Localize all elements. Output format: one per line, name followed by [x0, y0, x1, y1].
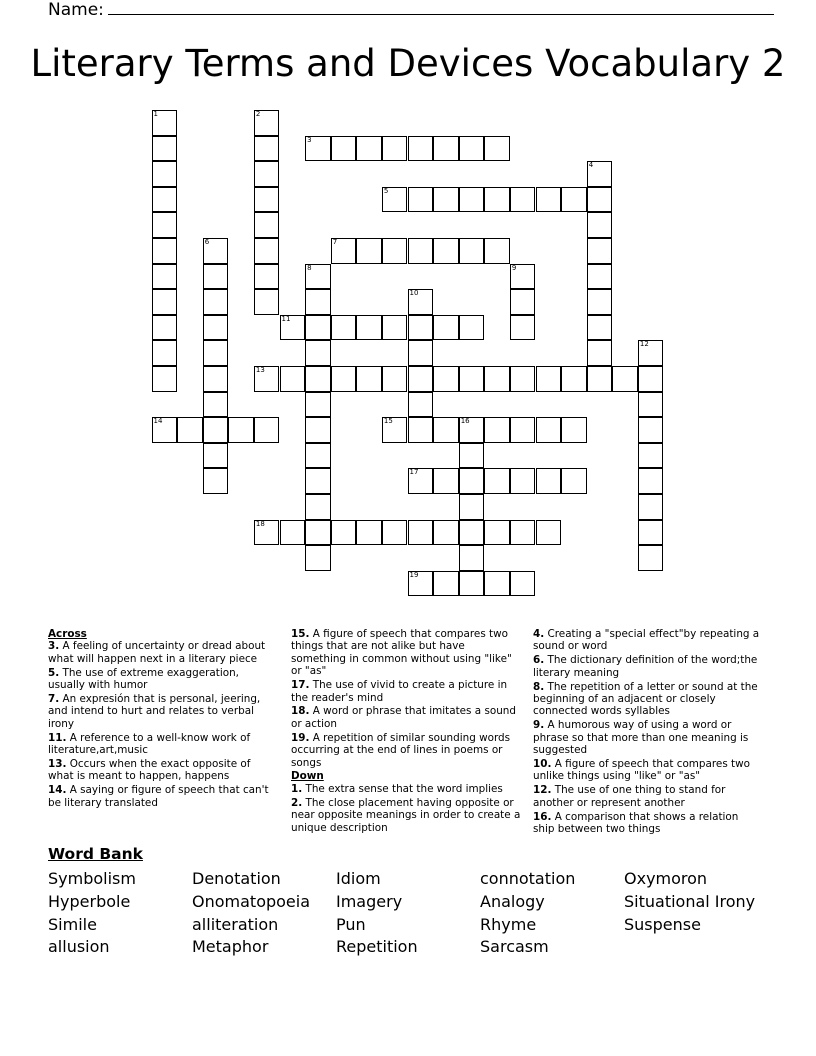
clue-across-14: 14. A saying or figure of speech that can't be literary translated — [48, 784, 269, 809]
grid-cell[interactable] — [203, 289, 229, 315]
grid-cell[interactable] — [638, 520, 664, 546]
grid-cell[interactable] — [561, 468, 587, 494]
grid-cell[interactable] — [484, 136, 510, 162]
clue-number: 9 — [511, 263, 517, 272]
grid-cell[interactable] — [203, 417, 229, 443]
grid-cell[interactable] — [408, 136, 434, 162]
grid-cell[interactable] — [536, 366, 562, 392]
grid-cell[interactable] — [152, 289, 178, 315]
word-bank-item: Denotation — [192, 869, 281, 888]
clue-number: 2 — [255, 110, 261, 118]
clue-number: 17 — [409, 468, 419, 477]
grid-cell[interactable] — [587, 289, 613, 315]
grid-cell[interactable] — [459, 443, 485, 469]
grid-cell[interactable] — [305, 366, 331, 392]
grid-cell[interactable] — [408, 366, 434, 392]
clue-number: 13 — [255, 366, 265, 374]
name-label: Name: — [48, 0, 104, 20]
clue-number: 1 — [153, 110, 158, 118]
word-bank-title: Word Bank — [48, 845, 143, 863]
grid-cell[interactable] — [152, 212, 178, 238]
grid-cell[interactable] — [433, 417, 459, 443]
grid-cell[interactable] — [305, 417, 331, 443]
down-heading: Down — [291, 770, 324, 783]
grid-cell[interactable] — [510, 264, 536, 290]
word-bank-column-3 — [336, 868, 418, 959]
across-heading: Across — [48, 628, 87, 640]
word-bank-item: Repetition — [336, 937, 418, 957]
grid-cell[interactable] — [331, 366, 357, 392]
grid-cell[interactable] — [459, 366, 485, 392]
word-bank-item: alliteration — [192, 914, 279, 934]
grid-cell[interactable] — [638, 494, 664, 520]
clue-column-1 — [48, 628, 276, 811]
grid-cell[interactable] — [382, 417, 408, 443]
clue-down-10: 10. A figure of speech that compares two unlike things using "like" or "as" — [533, 758, 750, 783]
grid-cell[interactable] — [152, 238, 178, 264]
grid-cell[interactable] — [382, 366, 408, 392]
word-bank-item: Metaphor — [192, 937, 269, 957]
grid-cell[interactable] — [382, 136, 408, 162]
grid-cell[interactable] — [356, 366, 382, 392]
grid-cell[interactable] — [459, 315, 485, 341]
grid-cell[interactable] — [203, 264, 229, 290]
clue-down-6: 6. The dictionary definition of the word;the literary meaning — [533, 654, 758, 679]
grid-cell[interactable] — [408, 340, 434, 366]
grid-cell[interactable] — [203, 468, 229, 494]
grid-cell[interactable] — [382, 315, 408, 341]
word-bank-item: Simile — [48, 914, 97, 934]
clue-down-2: 2. The close placement having opposite or near opposite meanings in order to create a unique description — [291, 796, 521, 834]
grid-cell[interactable] — [433, 366, 459, 392]
clue-number: 14 — [153, 417, 163, 426]
word-bank-column-2 — [192, 868, 310, 959]
grid-cell[interactable] — [433, 520, 459, 546]
word-bank-item: allusion — [48, 937, 110, 957]
grid-cell[interactable] — [203, 392, 229, 418]
grid-cell[interactable] — [203, 366, 229, 392]
clue-across-11: 11. A reference to a well-know work of literature,art,music — [48, 731, 251, 757]
clue-across-15: 15. A figure of speech that compares two things that are not alike but have something in common without using "like" or "as" — [291, 628, 512, 678]
grid-cell[interactable] — [152, 187, 178, 213]
grid-cell[interactable] — [638, 366, 664, 392]
grid-cell[interactable] — [510, 520, 536, 546]
page-title: Literary Terms and Devices Vocabulary 2 — [30, 42, 786, 85]
grid-cell[interactable] — [152, 110, 178, 136]
grid-cell[interactable] — [484, 417, 510, 443]
clue-number: 15 — [383, 417, 393, 426]
clue-down-8: 8. The repetition of a letter or sound at the beginning of an adjacent or closely connected words syllables — [533, 680, 758, 718]
grid-cell[interactable] — [254, 212, 280, 238]
grid-cell[interactable] — [280, 520, 306, 546]
grid-cell[interactable] — [408, 417, 434, 443]
clue-across-13: 13. Occurs when the exact opposite of what is meant to happen, happens — [48, 758, 251, 783]
grid-cell[interactable] — [254, 264, 280, 290]
word-bank-item: connotation — [480, 869, 576, 888]
grid-cell[interactable] — [433, 315, 459, 341]
word-bank-item: Suspense — [624, 914, 701, 934]
grid-cell[interactable] — [638, 468, 664, 494]
grid-cell[interactable] — [638, 443, 664, 469]
grid-cell[interactable] — [484, 468, 510, 494]
grid-cell[interactable] — [536, 187, 562, 213]
grid-cell[interactable] — [561, 366, 587, 392]
grid-cell[interactable] — [254, 187, 280, 213]
grid-cell[interactable] — [382, 187, 408, 213]
grid-cell[interactable] — [382, 520, 408, 546]
grid-cell[interactable] — [510, 315, 536, 341]
word-bank-item: Analogy — [480, 891, 545, 911]
grid-cell[interactable] — [638, 417, 664, 443]
grid-cell[interactable] — [484, 238, 510, 264]
clue-number: 10 — [409, 289, 419, 298]
grid-cell[interactable] — [459, 571, 485, 597]
word-bank-item: Hyperbole — [48, 891, 131, 911]
grid-cell[interactable] — [587, 340, 613, 366]
grid-cell[interactable] — [510, 366, 536, 392]
grid-cell[interactable] — [433, 571, 459, 597]
word-bank-item: Imagery — [336, 891, 403, 911]
grid-cell[interactable] — [254, 238, 280, 264]
grid-cell[interactable] — [331, 136, 357, 162]
grid-cell[interactable] — [638, 340, 664, 366]
grid-cell[interactable] — [254, 110, 280, 136]
word-bank-item: Situational Irony — [624, 891, 756, 911]
clue-number: 16 — [460, 417, 470, 426]
grid-cell[interactable] — [254, 136, 280, 162]
clue-number: 5 — [383, 186, 389, 195]
grid-cell[interactable] — [356, 315, 382, 341]
word-bank-item: Pun — [336, 914, 366, 934]
grid-cell[interactable] — [305, 443, 331, 469]
grid-cell[interactable] — [152, 417, 178, 443]
clue-across-7: 7. An expresión that is personal, jeering, and intend to hurt and relates to verbal irony — [48, 693, 261, 730]
grid-cell[interactable] — [331, 520, 357, 546]
word-bank-column-1 — [48, 868, 136, 959]
grid-cell[interactable] — [152, 315, 178, 341]
clue-number: 6 — [204, 238, 210, 246]
clue-down-1: 1. The extra sense that the word implies — [291, 782, 503, 795]
clue-number: 7 — [332, 238, 338, 246]
grid-cell[interactable] — [510, 571, 536, 597]
grid-cell[interactable] — [408, 289, 434, 315]
clue-number: 19 — [409, 570, 419, 579]
grid-cell[interactable] — [152, 340, 178, 366]
grid-cell[interactable] — [305, 545, 331, 571]
grid-cell[interactable] — [254, 289, 280, 315]
grid-cell[interactable] — [484, 520, 510, 546]
grid-cell[interactable] — [561, 187, 587, 213]
grid-cell[interactable] — [587, 161, 613, 187]
grid-cell[interactable] — [254, 366, 280, 392]
grid-cell[interactable] — [280, 315, 306, 341]
grid-cell[interactable] — [536, 520, 562, 546]
word-bank-item: Oxymoron — [624, 869, 708, 888]
word-bank-item: Idiom — [336, 869, 381, 888]
grid-cell[interactable] — [510, 187, 536, 213]
grid-cell[interactable] — [203, 315, 229, 341]
word-bank-item: Sarcasm — [480, 937, 549, 957]
grid-cell[interactable] — [561, 417, 587, 443]
clue-column-3 — [533, 628, 763, 837]
grid-cell[interactable] — [177, 417, 203, 443]
grid-cell[interactable] — [152, 366, 178, 392]
grid-cell[interactable] — [305, 264, 331, 290]
clue-down-9: 9. A humorous way of using a word or phrase so that more than one meaning is suggested — [533, 719, 749, 757]
grid-cell[interactable] — [331, 315, 357, 341]
grid-cell[interactable] — [305, 340, 331, 366]
grid-cell[interactable] — [433, 187, 459, 213]
grid-cell[interactable] — [305, 315, 331, 341]
grid-cell[interactable] — [203, 340, 229, 366]
clue-column-2 — [291, 628, 521, 836]
grid-cell[interactable] — [356, 520, 382, 546]
grid-cell[interactable] — [587, 212, 613, 238]
grid-cell[interactable] — [510, 417, 536, 443]
grid-cell[interactable] — [382, 238, 408, 264]
clue-number: 3 — [307, 135, 312, 144]
grid-cell[interactable] — [408, 187, 434, 213]
grid-cell[interactable] — [408, 238, 434, 264]
grid-cell[interactable] — [536, 468, 562, 494]
word-bank-item: Symbolism — [48, 869, 136, 888]
word-bank-item: Rhyme — [480, 914, 537, 934]
clue-number: 4 — [588, 161, 594, 170]
clue-across-17: 17. The use of vivid to create a picture in the reader's mind — [291, 679, 508, 704]
clue-across-19: 19. A repetition of similar sounding words occurring at the end of lines in poems or songs — [291, 731, 511, 769]
grid-cell[interactable] — [587, 187, 613, 213]
grid-cell[interactable] — [459, 545, 485, 571]
grid-cell[interactable] — [433, 136, 459, 162]
grid-cell[interactable] — [408, 392, 434, 418]
clue-across-3: 3. A feeling of uncertainty or dread about what will happen next in a literary piece — [48, 640, 266, 665]
grid-cell[interactable] — [638, 392, 664, 418]
grid-cell[interactable] — [203, 443, 229, 469]
grid-cell[interactable] — [305, 494, 331, 520]
clue-down-12: 12. The use of one thing to stand for another or represent another — [533, 784, 726, 809]
grid-cell[interactable] — [510, 468, 536, 494]
grid-cell[interactable] — [331, 238, 357, 264]
grid-cell[interactable] — [484, 187, 510, 213]
grid-cell[interactable] — [587, 238, 613, 264]
grid-cell[interactable] — [305, 136, 331, 162]
grid-cell[interactable] — [587, 315, 613, 341]
grid-cell[interactable] — [459, 187, 485, 213]
grid-cell[interactable] — [459, 468, 485, 494]
grid-cell[interactable] — [408, 571, 434, 597]
grid-cell[interactable] — [254, 161, 280, 187]
grid-cell[interactable] — [484, 366, 510, 392]
word-bank-column-5 — [624, 868, 755, 936]
grid-cell[interactable] — [152, 136, 178, 162]
grid-cell[interactable] — [228, 417, 254, 443]
grid-cell[interactable] — [484, 571, 510, 597]
clue-down-4: 4. Creating a "special effect"by repeating a sound or word — [533, 628, 760, 653]
grid-cell[interactable] — [536, 417, 562, 443]
grid-cell[interactable] — [459, 520, 485, 546]
grid-cell[interactable] — [408, 468, 434, 494]
clue-across-18: 18. A word or phrase that imitates a sound or action — [291, 705, 516, 730]
grid-cell[interactable] — [305, 392, 331, 418]
grid-cell[interactable] — [433, 468, 459, 494]
word-bank-column-4 — [480, 868, 575, 959]
grid-cell[interactable] — [152, 264, 178, 290]
grid-cell[interactable] — [587, 366, 613, 392]
grid-cell[interactable] — [459, 494, 485, 520]
grid-cell[interactable] — [305, 520, 331, 546]
clue-number: 11 — [281, 314, 291, 323]
clue-number: 8 — [307, 263, 312, 272]
grid-cell[interactable] — [203, 238, 229, 264]
grid-cell[interactable] — [280, 366, 306, 392]
clue-number: 18 — [255, 519, 265, 528]
grid-cell[interactable] — [356, 136, 382, 162]
grid-cell[interactable] — [408, 315, 434, 341]
grid-cell[interactable] — [254, 417, 280, 443]
grid-cell[interactable] — [254, 520, 280, 546]
grid-cell[interactable] — [408, 520, 434, 546]
grid-cell[interactable] — [152, 161, 178, 187]
grid-cell[interactable] — [305, 289, 331, 315]
grid-cell[interactable] — [459, 238, 485, 264]
clue-number: 12 — [639, 340, 649, 349]
grid-cell[interactable] — [459, 136, 485, 162]
clue-down-16: 16. A comparison that shows a relation ship between two things — [533, 810, 739, 836]
grid-cell[interactable] — [459, 417, 485, 443]
grid-cell[interactable] — [433, 238, 459, 264]
clue-across-5: 5. The use of extreme exaggeration, usually with humor — [48, 666, 239, 692]
word-bank-item: Onomatopoeia — [192, 891, 311, 911]
grid-cell[interactable] — [510, 289, 536, 315]
grid-cell[interactable] — [612, 366, 638, 392]
grid-cell[interactable] — [587, 264, 613, 290]
grid-cell[interactable] — [305, 468, 331, 494]
grid-cell[interactable] — [356, 238, 382, 264]
grid-cell[interactable] — [638, 545, 664, 571]
